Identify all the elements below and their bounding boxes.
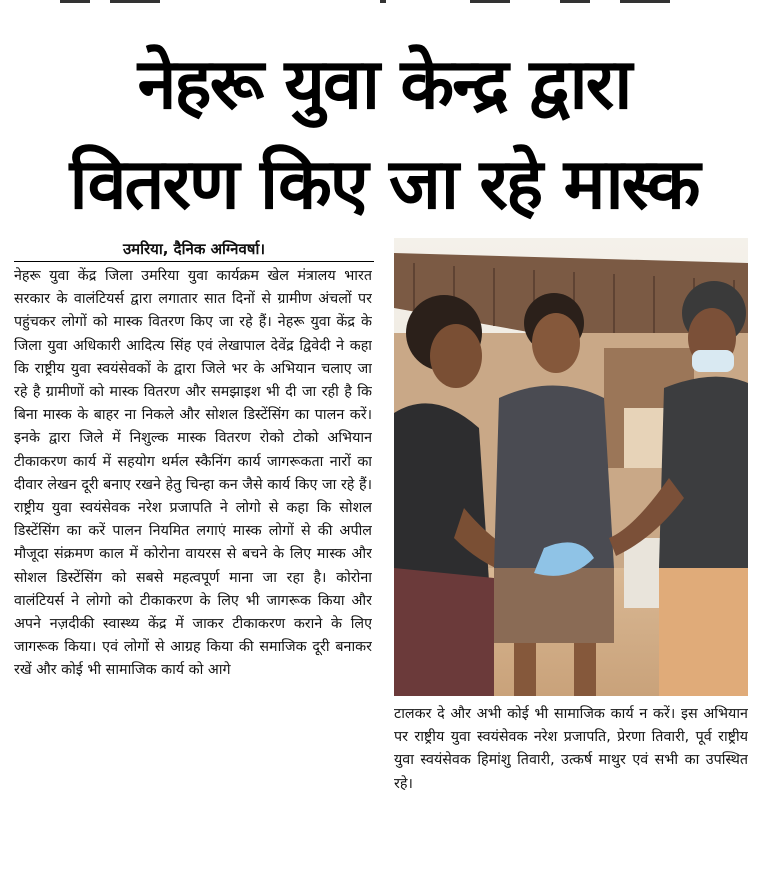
dateline: उमरिया, दैनिक अग्निवर्षा। [14, 238, 374, 262]
previous-article-edge [0, 0, 768, 10]
news-photo-illustration-icon [394, 238, 748, 696]
news-photo [394, 238, 748, 696]
article-body-left: नेहरू युवा केंद्र जिला उमरिया युवा कार्यक्रम खेल मंत्रालय भारत सरकार के वालंटियर्स द्वारा लगातार सात दिनों से ग्रामीण अंचलों पर पहुंचकर लोगों को मास्क वितरण किए जा रहे हैं। नेहरू युवा केंद्र के जिला युवा अधिकारी आदित्य सिंह एवं लेखापाल देवेंद्र द्विवेदी ने कहा कि राष्ट्रीय युवा स्वयंसेवकों के द्वारा जिले भर के अभियान चलाए जा रहे है ग्रामीणों को मास्क वितरण और समझाइश भी दी जा रही है कि बिना मास्क के बाहर ना निकले और सोशल डिस्टेंसिंग का पालन करें। इनके द्वारा जिले में निशुल्क मास्क वितरण रोको टोको अभियान टीकाकरण कार्य में सहयोग थर्मल स्कैनिंग कार्य जागरूकता नारों का दीवार लेखन दूरी बनाए रखने हेतु चिन्हा कन जैसे कार्य किए जा रहे हैं। राष्ट्रीय युवा स्वयंसेवक नरेश प्रजापति ने लोगो से कहा कि सोशल डिस्टेंसिंग का करें पालन नियमित लगाएं मास्क लोगों से की अपील मौजूदा संक्रमण काल में कोरोना वायरस से बचने के लिए मास्क और सोशल डिस्टेंसिंग को सबसे महत्वपूर्ण माना जा रहा है। कोरोना वालंटियर्स ने लोगो को टीकाकरण के लिए भी जागरूक किया और अपने नज़दीकी स्वास्थ्य केंद्र में जाकर टीकाकरण कराने के लिए जागरूक किया। एवं लोगों से आग्रह किया की समाजिक दूरी बनाकर रखें और कोई भी सामाजिक कार्य को आगे [14, 268, 372, 679]
headline-line-2: वितरण किए जा रहे मास्क [69, 143, 699, 225]
article-body-right: टालकर दे और अभी कोई भी सामाजिक कार्य न करें। इस अभियान पर राष्ट्रीय युवा स्वयंसेवक नरेश प्रजापति, प्रेरणा तिवारी, पूर्व राष्ट्रीय युवा स्वयंसेवक हिमांशु तिवारी, उत्कर्ष माथुर एवं सभी का उपस्थित रहे। [394, 706, 748, 792]
headline-line-1: नेहरू युवा केन्द्र द्वारा [137, 43, 631, 125]
